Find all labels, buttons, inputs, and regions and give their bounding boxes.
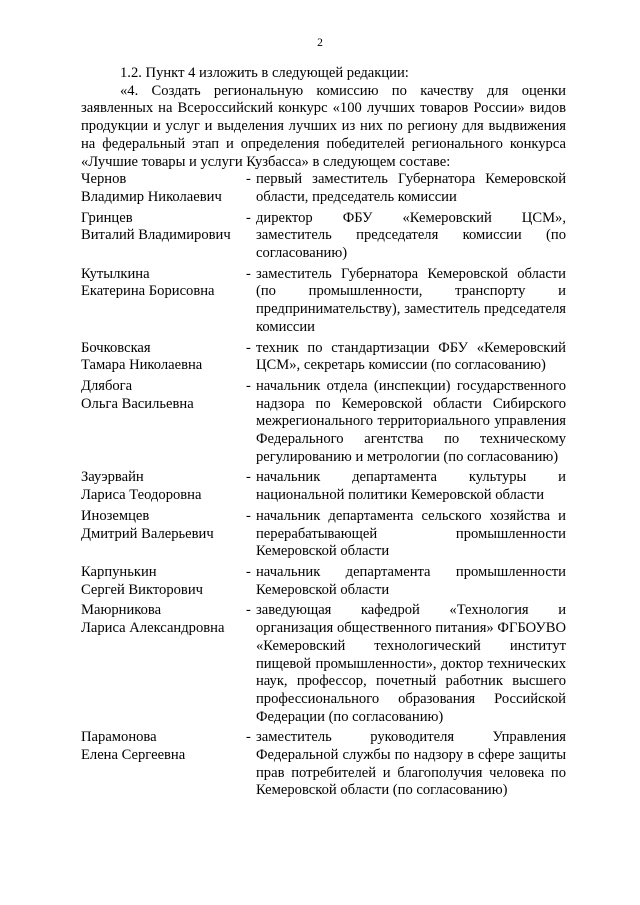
amendment-line: 1.2. Пункт 4 изложить в следующей редакции:: [120, 65, 409, 81]
member-row: [81, 564, 566, 599]
member-name: [81, 469, 246, 504]
member-role: техник по стандартизации ФБУ «Кемеровский ЦСМ», секретарь комиссии (по согласованию): [256, 339, 566, 374]
member-role: начальник департамента сельского хозяйства и перерабатывающей промышленности Кемеровской области: [256, 507, 566, 560]
member-name: [81, 340, 246, 375]
member-role: первый заместитель Губернатора Кемеровской области, председатель комиссии: [256, 171, 566, 205]
member-row: [81, 508, 566, 561]
member-surname: Маюрникова: [81, 602, 162, 619]
member-surname: Чернов: [81, 171, 127, 188]
member-surname: Парамонова: [81, 729, 157, 746]
member-given-names: Виталий Владимирович: [81, 227, 231, 244]
commission-paragraph: «4. Создать региональную комиссию по качеству для оценки заявленных на Всероссийский конкурс «100 лучших товаров России» видов продукции и услуг и выделения лучших из них по региону для выдвижения на федеральный этап и определения победителей регионального конкурса «Лучшие товары и услуги Кузбасса» в следующем составе:: [81, 82, 566, 170]
member-row: [81, 729, 566, 800]
member-surname: Кутылкина: [81, 265, 150, 282]
member-row: [81, 340, 566, 375]
member-surname: Бочковская: [81, 339, 151, 356]
member-surname: Гринцев: [81, 209, 133, 226]
dash-separator: -: [246, 209, 251, 226]
member-role: заместитель Губернатора Кемеровской области (по промышленности, транспорту и предпринимательству), заместитель председателя комиссии: [256, 265, 566, 335]
member-surname: Иноземцев: [81, 507, 150, 524]
member-list: [81, 171, 566, 800]
page-number: 2: [317, 37, 323, 49]
member-name: [81, 378, 246, 413]
document-body: [81, 65, 566, 803]
member-name: [81, 171, 246, 206]
member-row: [81, 469, 566, 504]
member-given-names: Лариса Александровна: [81, 620, 225, 637]
member-role: начальник отдела (инспекции) государственного надзора по Кемеровской области Сибирского межрегионального территориального управления Федерального агентства по техническому регулированию и метрологии (по согласованию): [256, 377, 566, 465]
member-given-names: Ольга Васильевна: [81, 395, 194, 412]
member-row: [81, 602, 566, 726]
member-name: [81, 564, 246, 599]
dash-separator: -: [246, 469, 251, 486]
member-surname: Зауэрвайн: [81, 469, 144, 486]
member-role: начальник департамента культуры и национальной политики Кемеровской области: [256, 469, 566, 504]
dash-separator: -: [246, 729, 251, 746]
dash-separator: -: [246, 339, 251, 356]
member-given-names: Екатерина Борисовна: [81, 283, 215, 300]
member-name: [81, 508, 246, 543]
dash-separator: -: [246, 265, 251, 282]
member-given-names: Сергей Викторович: [81, 581, 203, 598]
member-row: [81, 210, 566, 263]
member-name: [81, 210, 246, 245]
dash-separator: -: [246, 507, 251, 524]
member-name: [81, 602, 246, 637]
member-row: [81, 378, 566, 467]
member-role: заведующая кафедрой «Технология и организация общественного питания» ФГБОУВО «Кемеровский технологический институт пищевой промышленности», доктор технических наук, профессор, почетный работник высшего профессионального образования Российской Федерации (по согласованию): [256, 602, 566, 725]
member-row: [81, 171, 566, 206]
member-given-names: Тамара Николаевна: [81, 357, 203, 374]
dash-separator: -: [246, 563, 251, 580]
member-given-names: Владимир Николаевич: [81, 188, 222, 205]
member-given-names: Елена Сергеевна: [81, 747, 186, 764]
member-surname: Карпунькин: [81, 563, 157, 580]
member-given-names: Дмитрий Валерьевич: [81, 525, 214, 542]
dash-separator: -: [246, 602, 251, 619]
member-name: [81, 729, 246, 764]
member-row: [81, 266, 566, 337]
dash-separator: -: [246, 377, 251, 394]
member-given-names: Лариса Теодоровна: [81, 487, 202, 504]
member-name: [81, 266, 246, 301]
member-role: директор ФБУ «Кемеровский ЦСМ», заместитель председателя комиссии (по согласованию): [256, 209, 566, 262]
dash-separator: -: [246, 171, 251, 188]
member-role: заместитель руководителя Управления Федеральной службы по надзору в сфере защиты прав потребителей и благополучия человека по Кемеровской области (по согласованию): [256, 729, 566, 799]
member-surname: Длябога: [81, 377, 133, 394]
member-role: начальник департамента промышленности Кемеровской области: [256, 563, 566, 598]
